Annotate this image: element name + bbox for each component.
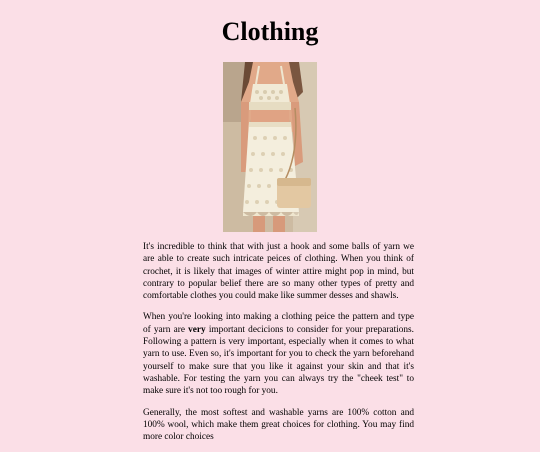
paragraph-pattern <box>143 311 414 397</box>
article-body <box>143 241 414 452</box>
paragraph-pattern-start: When you're looking into making a clothing peice the pattern and type of yarn are <box>143 312 414 335</box>
paragraph-intro: It's incredible to think that with just a hook and some balls of yarn we are able to create such intricate peices of clothing. When you think of crochet, it is likely that images of winter attire might pop in mind, but contrary to popular belief there are so many other types of pretty and comfortable clothes you could make like summer desses and shawls. <box>143 242 414 302</box>
paragraph-yarn: Generally, the most softest and washable yarns are 100% cotton and 100% wool, which make them great choices for clothing. You may find more color choices <box>143 407 414 443</box>
paragraph-pattern-end: important decicions to consider for your preparations. Following a pattern is very important, especially when it comes to what yarn to use. Even so, it's important for you to check the yarn beforehand yourself to make sure that you like it against your skin and that it's washable. For testing the yarn you can always try the "cheek test" to make sure it's not too rough for you. <box>143 324 414 397</box>
crochet-outfit-illustration <box>223 62 317 232</box>
crochet-outfit-photo <box>223 62 317 232</box>
page-title: Clothing <box>221 17 319 46</box>
emphasis-very: very <box>188 324 206 335</box>
